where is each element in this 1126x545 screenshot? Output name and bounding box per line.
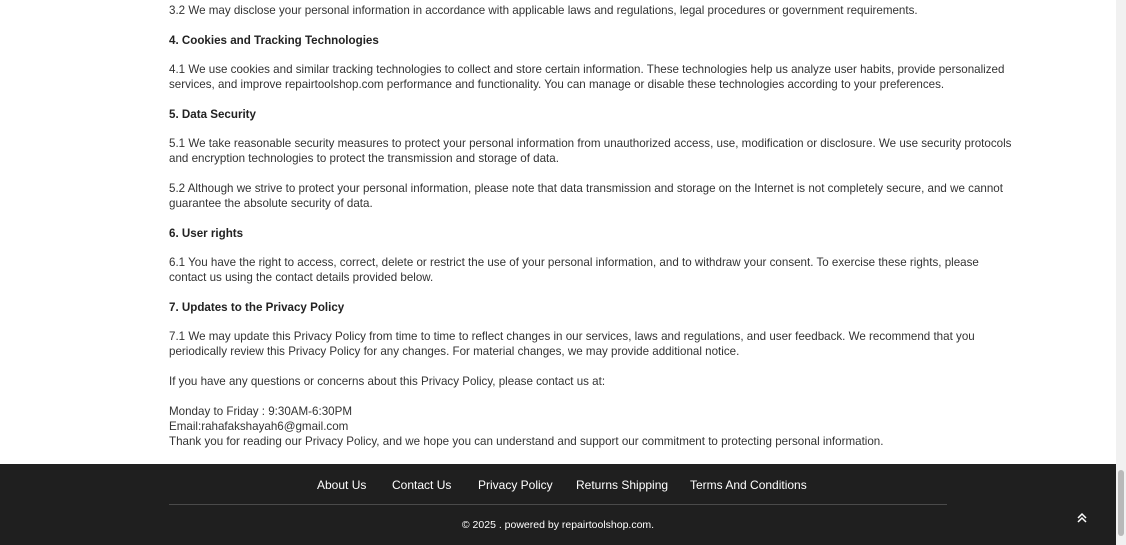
- footer-nav: [0, 478, 1116, 494]
- site-footer: [0, 464, 1116, 545]
- thank-you-line: Thank you for reading our Privacy Policy, and we hope you can understand and support our commitment to protecting personal information.: [169, 435, 884, 448]
- paragraph-line: 7.1 We may update this Privacy Policy from time to time to reflect changes in our services, laws and regulations, and user feedback. We recommend that you: [169, 330, 975, 343]
- section-heading-data-security: 5. Data Security: [169, 108, 256, 121]
- paragraph-7-1: [169, 329, 975, 359]
- section-heading-updates: 7. Updates to the Privacy Policy: [169, 301, 345, 314]
- paragraph-line: periodically review this Privacy Policy for any changes. For material changes, we may provide additional notice.: [169, 345, 740, 358]
- paragraph-line: guarantee the absolute security of data.: [169, 197, 373, 210]
- footer-link-terms-and-conditions[interactable]: Terms And Conditions: [690, 478, 807, 492]
- contact-paragraph: [169, 404, 939, 449]
- section-heading-user-rights: 6. User rights: [169, 227, 244, 240]
- business-hours: Monday to Friday : 9:30AM-6:30PM: [169, 405, 353, 418]
- paragraph-line: 4.1 We use cookies and similar tracking technologies to collect and store certain information. These technologies help us analyze user habits, provide personalized: [169, 63, 1005, 76]
- paragraph-line: 5.2 Although we strive to protect your personal information, please note that data transmission and storage on the Internet is not completely secure, and we cannot: [169, 182, 1003, 195]
- paragraph-line: 5.1 We take reasonable security measures to protect your personal information from unauthorized access, use, modification or disclosure. We use security protocols: [169, 137, 1012, 150]
- section-heading-cookies: 4. Cookies and Tracking Technologies: [169, 34, 379, 47]
- page-scrollbar[interactable]: [1116, 0, 1126, 545]
- paragraph-line: 3.2 We may disclose your personal information in accordance with applicable laws and regulations, legal procedures or government requirements.: [169, 4, 918, 17]
- paragraph-4-1: [169, 62, 1005, 92]
- footer-divider: [169, 504, 947, 505]
- footer-link-privacy-policy[interactable]: Privacy Policy: [478, 478, 553, 492]
- scrollbar-thumb[interactable]: [1118, 470, 1124, 536]
- questions-paragraph: [169, 374, 939, 389]
- chevron-up-icon[interactable]: [1075, 511, 1089, 525]
- footer-link-returns-shipping[interactable]: Returns Shipping: [576, 478, 669, 492]
- paragraph-line: contact us using the contact details provided below.: [169, 271, 434, 284]
- paragraph-6-1: [169, 255, 979, 285]
- paragraph-line: If you have any questions or concerns about this Privacy Policy, please contact us at:: [169, 375, 606, 388]
- footer-link-contact-us[interactable]: Contact Us: [392, 478, 452, 492]
- copyright-text: © 2025 . powered by repairtoolshop.com.: [461, 519, 655, 531]
- paragraph-5-2: [169, 181, 1003, 211]
- paragraph-line: and encryption technologies to protect the transmission and storage of data.: [169, 152, 559, 165]
- paragraph-line: services, and improve repairtoolshop.com performance and functionality. You can manage or disable these technologies according to your preferences.: [169, 78, 945, 91]
- paragraph-5-1: [169, 136, 1012, 166]
- paragraph-3-2: [169, 3, 939, 18]
- contact-email: Email:rahafakshayah6@gmail.com: [169, 420, 349, 433]
- paragraph-line: 6.1 You have the right to access, correct, delete or restrict the use of your personal information, and to withdraw your consent. To exercise these rights, please: [169, 256, 979, 269]
- footer-link-about-us[interactable]: About Us: [317, 478, 367, 492]
